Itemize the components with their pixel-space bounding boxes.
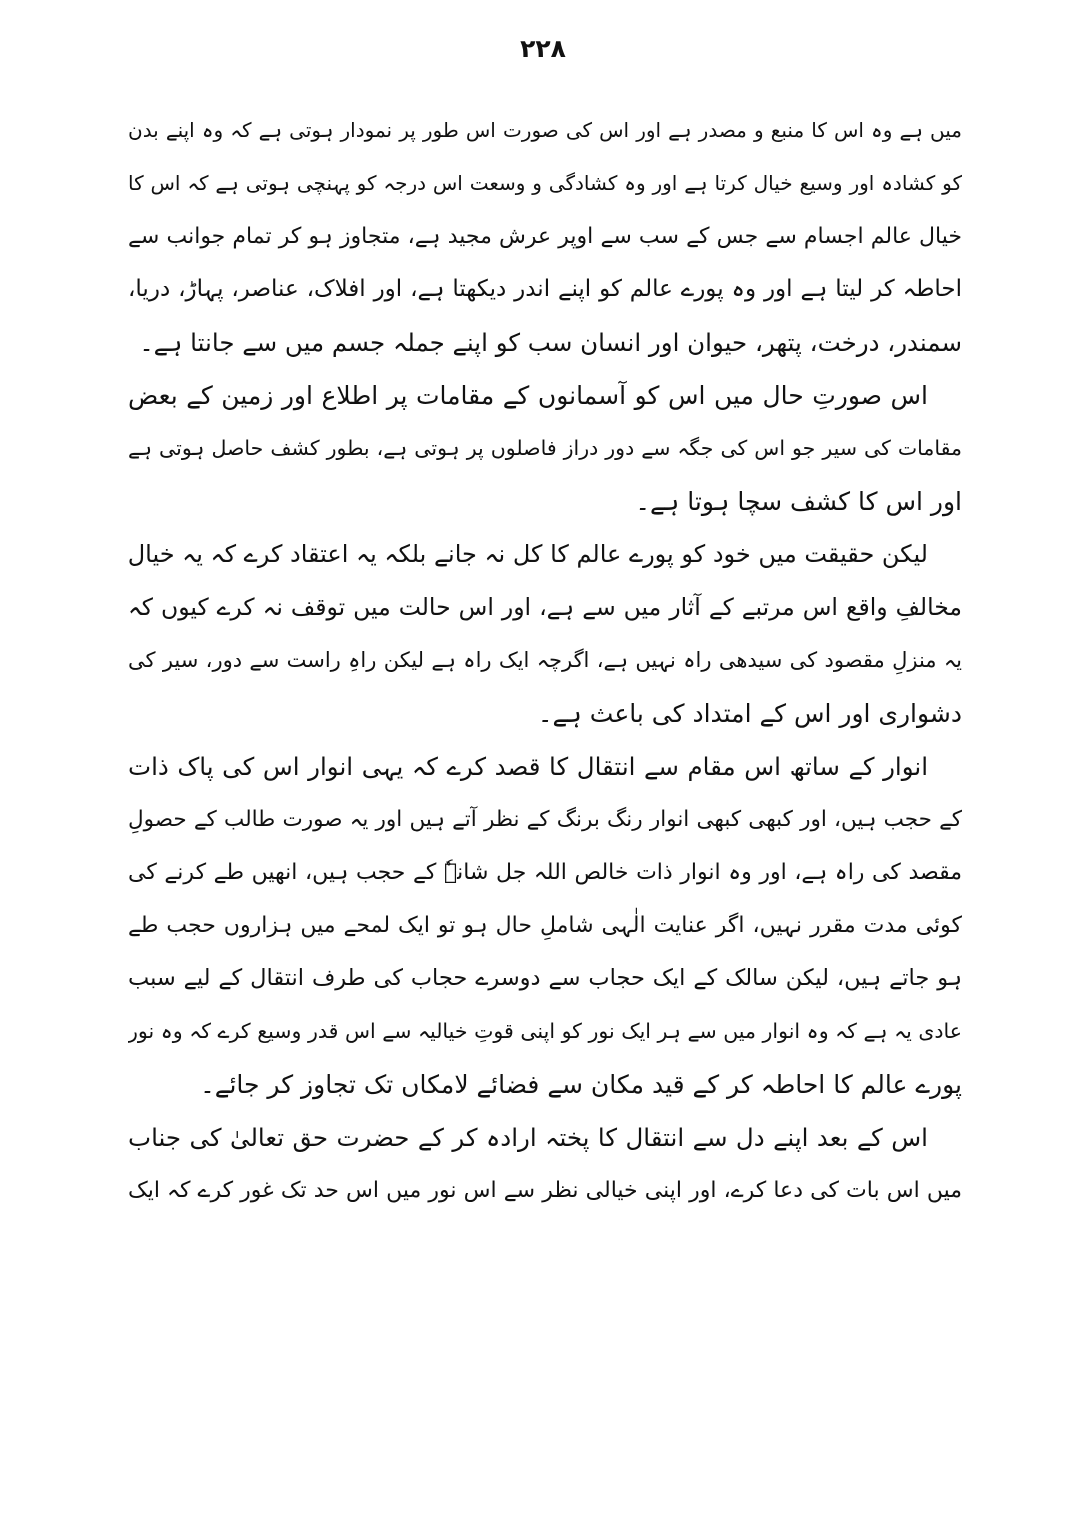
paragraph-5 <box>128 1111 962 1217</box>
text-line: مقصد کی راہ ہے، اور وہ انوار ذات خالص اللہ جل شانہٗ کے حجب ہیں، انھیں طے کرنے کی <box>128 860 962 885</box>
text-line: یہ منزلِ مقصود کی سیدھی راہ نہیں ہے، اگرچہ ایک راہ ہے لیکن راہِ راست سے دور، سیر کی <box>128 648 962 672</box>
text-line: انوار کے ساتھ اس مقام سے انتقال کا قصد کرے کہ یہی انوار اس کی پاک ذات <box>128 752 928 781</box>
text-line: پورے عالم کا احاطہ کر کے قید مکان سے فضائے لامکاں تک تجاوز کر جائے۔ <box>200 1070 962 1099</box>
text-line: کوئی مدت مقرر نہیں، اگر عنایت الٰہی شاملِ حال ہو تو ایک لمحے میں ہزاروں حجب طے <box>128 913 962 938</box>
text-line: اور اس کا کشف سچا ہوتا ہے۔ <box>635 487 962 516</box>
text-line: کے حجب ہیں، اور کبھی کبھی انوار رنگ برنگ کے نظر آتے ہیں اور یہ صورت طالب کے حصولِ <box>128 807 962 832</box>
paragraph-3 <box>128 528 962 740</box>
text-line: مخالفِ واقع اس مرتبے کے آثار میں سے ہے، اور اس حالت میں توقف نہ کرے کیوں کہ <box>128 593 962 621</box>
text-line: اس صورتِ حال میں اس کو آسمانوں کے مقامات پر اطلاع اور زمین کے بعض <box>128 381 928 410</box>
text-line: میں اس بات کی دعا کرے، اور اپنی خیالی نظر سے اس نور میں اس حد تک غور کرے کہ ایک <box>128 1178 962 1203</box>
paragraph-4 <box>128 740 962 1111</box>
text-line: سمندر، درخت، پتھر، حیوان اور انسان سب کو اپنے جملہ جسم میں سے جانتا ہے۔ <box>139 328 962 357</box>
text-line: کو کشادہ اور وسیع خیال کرتا ہے اور وہ کشادگی و وسعت اس درجہ کو پہنچی ہوتی ہے کہ اس کا <box>128 171 962 195</box>
text-line: ہو جاتے ہیں، لیکن سالک کے ایک حجاب سے دوسرے حجاب کی طرف انتقال کے لیے سبب <box>128 965 962 991</box>
text-line: عادی یہ ہے کہ وہ انوار میں سے ہر ایک نور کو اپنی قوتِ خیالیہ سے اس قدر وسیع کرے کہ وہ نور <box>128 1019 962 1043</box>
page-number: ۲۲۸ <box>520 34 566 63</box>
text-line: لیکن حقیقت میں خود کو پورے عالم کا کل نہ جانے بلکہ یہ اعتقاد کرے کہ یہ خیال <box>128 540 928 568</box>
text-line: میں ہے وہ اس کا منبع و مصدر ہے اور اس کی صورت اس طور پر نمودار ہوتی ہے کہ وہ اپنے بدن <box>128 118 962 142</box>
text-line: دشواری اور اس کے امتداد کی باعث ہے۔ <box>537 699 962 728</box>
paragraph-1 <box>128 104 962 369</box>
text-line: احاطہ کر لیتا ہے اور وہ پورے عالم کو اپنے اندر دیکھتا ہے، اور افلاک، عناصر، پہاڑ، دریا، <box>128 276 962 302</box>
text-line: خیال عالم اجسام سے جس کے سب سے اوپر عرش مجید ہے، متجاوز ہو کر تمام جوانب سے <box>128 224 962 249</box>
text-line: مقامات کی سیر جو اس کی جگہ سے دور دراز فاصلوں پر ہوتی ہے، بطور کشف حاصل ہوتی ہے <box>128 436 962 460</box>
paragraph-2 <box>128 369 962 528</box>
text-line: اس کے بعد اپنے دل سے انتقال کا پختہ ارادہ کر کے حضرت حق تعالیٰ کی جناب <box>128 1123 928 1152</box>
page-text-body <box>128 104 962 1217</box>
